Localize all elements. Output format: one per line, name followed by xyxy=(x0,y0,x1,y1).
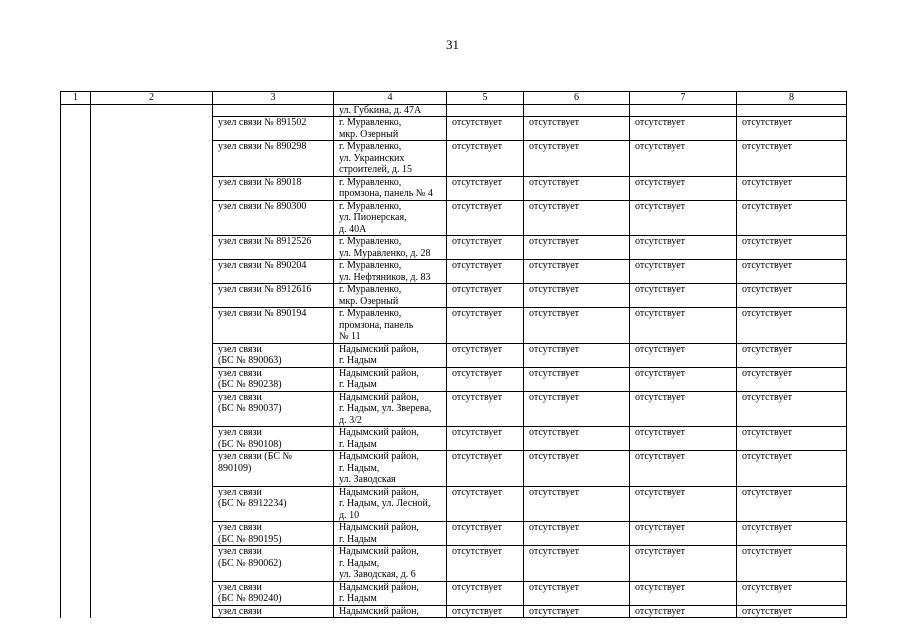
node-name-cell: узел связи (БС № 890108) xyxy=(213,427,334,451)
empty-cell-1 xyxy=(61,427,91,451)
status-cell-7: отсутствует xyxy=(630,522,737,546)
status-cell-5: отсутствует xyxy=(447,236,524,260)
status-cell-5: отсутствует xyxy=(447,486,524,522)
empty-cell-2 xyxy=(91,117,213,141)
empty-cell-2 xyxy=(91,581,213,605)
table-row xyxy=(61,546,847,582)
empty-cell-1 xyxy=(61,605,91,618)
status-cell-6: отсутствует xyxy=(524,522,630,546)
address-cell: г. Муравленко, мкр. Озерный xyxy=(334,284,447,308)
header-col-8: 8 xyxy=(737,92,847,105)
node-name-cell: узел связи № 890300 xyxy=(213,200,334,236)
status-cell-5: отсутствует xyxy=(447,260,524,284)
empty-cell-1 xyxy=(61,200,91,236)
node-name-cell: узел связи № 890194 xyxy=(213,308,334,344)
table-row xyxy=(61,367,847,391)
node-name-cell: узел связи № 890204 xyxy=(213,260,334,284)
address-cell: Надымский район, г. Надым, ул. Лесной, д. 10 xyxy=(334,486,447,522)
node-name-cell: узел связи (БС № 890238) xyxy=(213,367,334,391)
status-cell-5: отсутствует xyxy=(447,284,524,308)
table-row xyxy=(61,581,847,605)
status-cell-5: отсутствует xyxy=(447,141,524,177)
empty-cell-1 xyxy=(61,546,91,582)
status-cell-6: отсутствует xyxy=(524,308,630,344)
node-name-cell: узел связи (БС № 890037) xyxy=(213,391,334,427)
node-name-cell: узел связи № 891502 xyxy=(213,117,334,141)
status-cell-8: отсутствует xyxy=(737,605,847,618)
address-cell: Надымский район, г. Надым, ул. Зверева, д. 3/2 xyxy=(334,391,447,427)
status-cell-6: отсутствует xyxy=(524,546,630,582)
status-cell-8 xyxy=(737,104,847,117)
table-row xyxy=(61,104,847,117)
empty-cell-1 xyxy=(61,308,91,344)
empty-cell-2 xyxy=(91,260,213,284)
empty-cell-1 xyxy=(61,522,91,546)
empty-cell-2 xyxy=(91,200,213,236)
status-cell-8: отсутствует xyxy=(737,522,847,546)
empty-cell-1 xyxy=(61,391,91,427)
empty-cell-2 xyxy=(91,546,213,582)
status-cell-6: отсутствует xyxy=(524,141,630,177)
status-cell-8: отсутствует xyxy=(737,200,847,236)
status-cell-7: отсутствует xyxy=(630,343,737,367)
empty-cell-2 xyxy=(91,367,213,391)
status-cell-7: отсутствует xyxy=(630,117,737,141)
empty-cell-2 xyxy=(91,176,213,200)
status-cell-5: отсутствует xyxy=(447,581,524,605)
status-cell-6: отсутствует xyxy=(524,486,630,522)
empty-cell-1 xyxy=(61,451,91,487)
status-cell-8: отсутствует xyxy=(737,486,847,522)
address-cell: г. Муравленко, ул. Муравленко, д. 28 xyxy=(334,236,447,260)
node-name-cell xyxy=(213,104,334,117)
table-row xyxy=(61,522,847,546)
status-cell-5: отсутствует xyxy=(447,117,524,141)
status-cell-6: отсутствует xyxy=(524,260,630,284)
status-cell-5: отсутствует xyxy=(447,308,524,344)
status-cell-7: отсутствует xyxy=(630,486,737,522)
status-cell-7: отсутствует xyxy=(630,427,737,451)
status-cell-7: отсутствует xyxy=(630,176,737,200)
status-cell-6: отсутствует xyxy=(524,451,630,487)
empty-cell-1 xyxy=(61,117,91,141)
header-col-3: 3 xyxy=(213,92,334,105)
empty-cell-2 xyxy=(91,427,213,451)
empty-cell-2 xyxy=(91,236,213,260)
status-cell-8: отсутствует xyxy=(737,343,847,367)
status-cell-7: отсутствует xyxy=(630,284,737,308)
status-cell-6: отсутствует xyxy=(524,581,630,605)
status-cell-5: отсутствует xyxy=(447,451,524,487)
status-cell-6: отсутствует xyxy=(524,236,630,260)
status-cell-5: отсутствует xyxy=(447,522,524,546)
table-row xyxy=(61,427,847,451)
status-cell-8: отсутствует xyxy=(737,546,847,582)
address-cell: г. Муравленко, ул. Пионерская, д. 40А xyxy=(334,200,447,236)
status-cell-6: отсутствует xyxy=(524,343,630,367)
address-cell: г. Муравленко, мкр. Озерный xyxy=(334,117,447,141)
status-cell-6: отсутствует xyxy=(524,427,630,451)
empty-cell-1 xyxy=(61,104,91,117)
status-cell-5: отсутствует xyxy=(447,176,524,200)
status-cell-7 xyxy=(630,104,737,117)
status-cell-5: отсутствует xyxy=(447,343,524,367)
status-cell-5: отсутствует xyxy=(447,427,524,451)
table-row xyxy=(61,308,847,344)
status-cell-6: отсутствует xyxy=(524,117,630,141)
status-cell-6 xyxy=(524,104,630,117)
header-col-4: 4 xyxy=(334,92,447,105)
empty-cell-1 xyxy=(61,141,91,177)
node-name-cell: узел связи (БС № 890062) xyxy=(213,546,334,582)
empty-cell-1 xyxy=(61,176,91,200)
address-cell: г. Муравленко, промзона, панель № 4 xyxy=(334,176,447,200)
address-cell: Надымский район, г. Надым, ул. Заводская xyxy=(334,451,447,487)
status-cell-6: отсутствует xyxy=(524,367,630,391)
table-row xyxy=(61,236,847,260)
address-cell: г. Муравленко, ул. Украинских строителей, д. 15 xyxy=(334,141,447,177)
address-cell: ул. Губкина, д. 47А xyxy=(334,104,447,117)
status-cell-7: отсутствует xyxy=(630,236,737,260)
status-cell-6: отсутствует xyxy=(524,176,630,200)
status-cell-5: отсутствует xyxy=(447,367,524,391)
empty-cell-1 xyxy=(61,343,91,367)
status-cell-7: отсутствует xyxy=(630,367,737,391)
status-cell-8: отсутствует xyxy=(737,260,847,284)
table-body xyxy=(61,104,847,618)
empty-cell-2 xyxy=(91,284,213,308)
table-row xyxy=(61,117,847,141)
status-cell-8: отсутствует xyxy=(737,308,847,344)
table-row xyxy=(61,260,847,284)
address-cell: Надымский район, г. Надым xyxy=(334,427,447,451)
page-number: 31 xyxy=(446,37,459,52)
status-cell-8: отсутствует xyxy=(737,451,847,487)
status-cell-8: отсутствует xyxy=(737,427,847,451)
node-name-cell: узел связи (БС № 890195) xyxy=(213,522,334,546)
empty-cell-1 xyxy=(61,284,91,308)
address-cell: Надымский район, xyxy=(334,605,447,618)
status-cell-8: отсутствует xyxy=(737,284,847,308)
node-name-cell: узел связи (БС № 890109) xyxy=(213,451,334,487)
status-cell-7: отсутствует xyxy=(630,200,737,236)
empty-cell-1 xyxy=(61,486,91,522)
table-row xyxy=(61,605,847,618)
header-col-1: 1 xyxy=(61,92,91,105)
header-col-2: 2 xyxy=(91,92,213,105)
status-cell-6: отсутствует xyxy=(524,605,630,618)
status-cell-7: отсутствует xyxy=(630,451,737,487)
node-name-cell: узел связи № 89018 xyxy=(213,176,334,200)
address-cell: Надымский район, г. Надым xyxy=(334,367,447,391)
status-cell-7: отсутствует xyxy=(630,308,737,344)
address-cell: Надымский район, г. Надым xyxy=(334,581,447,605)
table-row xyxy=(61,343,847,367)
status-cell-5 xyxy=(447,104,524,117)
empty-cell-1 xyxy=(61,236,91,260)
status-cell-5: отсутствует xyxy=(447,605,524,618)
node-name-cell: узел связи (БС № 8912234) xyxy=(213,486,334,522)
status-cell-6: отсутствует xyxy=(524,391,630,427)
node-name-cell: узел связи № 8912616 xyxy=(213,284,334,308)
node-name-cell: узел связи xyxy=(213,605,334,618)
empty-cell-1 xyxy=(61,260,91,284)
table-row xyxy=(61,391,847,427)
empty-cell-2 xyxy=(91,451,213,487)
empty-cell-1 xyxy=(61,581,91,605)
status-cell-8: отсутствует xyxy=(737,117,847,141)
header-col-5: 5 xyxy=(447,92,524,105)
status-cell-7: отсутствует xyxy=(630,605,737,618)
status-cell-7: отсутствует xyxy=(630,260,737,284)
table-row xyxy=(61,486,847,522)
table-row xyxy=(61,284,847,308)
status-cell-6: отсутствует xyxy=(524,200,630,236)
empty-cell-2 xyxy=(91,605,213,618)
status-cell-5: отсутствует xyxy=(447,546,524,582)
table-row xyxy=(61,141,847,177)
empty-cell-2 xyxy=(91,486,213,522)
status-cell-8: отсутствует xyxy=(737,581,847,605)
table-row xyxy=(61,200,847,236)
address-cell: Надымский район, г. Надым xyxy=(334,522,447,546)
address-cell: г. Муравленко, промзона, панель № 11 xyxy=(334,308,447,344)
status-cell-7: отсутствует xyxy=(630,546,737,582)
node-name-cell: узел связи № 890298 xyxy=(213,141,334,177)
status-cell-7: отсутствует xyxy=(630,141,737,177)
status-cell-8: отсутствует xyxy=(737,391,847,427)
empty-cell-2 xyxy=(91,522,213,546)
node-name-cell: узел связи (БС № 890063) xyxy=(213,343,334,367)
empty-cell-2 xyxy=(91,308,213,344)
address-cell: Надымский район, г. Надым, ул. Заводская, д. 6 xyxy=(334,546,447,582)
address-cell: Надымский район, г. Надым xyxy=(334,343,447,367)
node-name-cell: узел связи (БС № 890240) xyxy=(213,581,334,605)
status-cell-8: отсутствует xyxy=(737,367,847,391)
table-row xyxy=(61,451,847,487)
status-cell-5: отсутствует xyxy=(447,200,524,236)
status-cell-6: отсутствует xyxy=(524,284,630,308)
status-cell-7: отсутствует xyxy=(630,391,737,427)
empty-cell-2 xyxy=(91,141,213,177)
address-cell: г. Муравленко, ул. Нефтяников, д. 83 xyxy=(334,260,447,284)
status-cell-8: отсутствует xyxy=(737,236,847,260)
table-row xyxy=(61,176,847,200)
empty-cell-2 xyxy=(91,343,213,367)
status-cell-7: отсутствует xyxy=(630,581,737,605)
header-col-6: 6 xyxy=(524,92,630,105)
node-name-cell: узел связи № 8912526 xyxy=(213,236,334,260)
status-cell-8: отсутствует xyxy=(737,141,847,177)
status-cell-8: отсутствует xyxy=(737,176,847,200)
header-row xyxy=(61,92,847,105)
empty-cell-2 xyxy=(91,391,213,427)
header-col-7: 7 xyxy=(630,92,737,105)
status-cell-5: отсутствует xyxy=(447,391,524,427)
empty-cell-1 xyxy=(61,367,91,391)
facilities-table xyxy=(60,91,847,618)
empty-cell-2 xyxy=(91,104,213,117)
